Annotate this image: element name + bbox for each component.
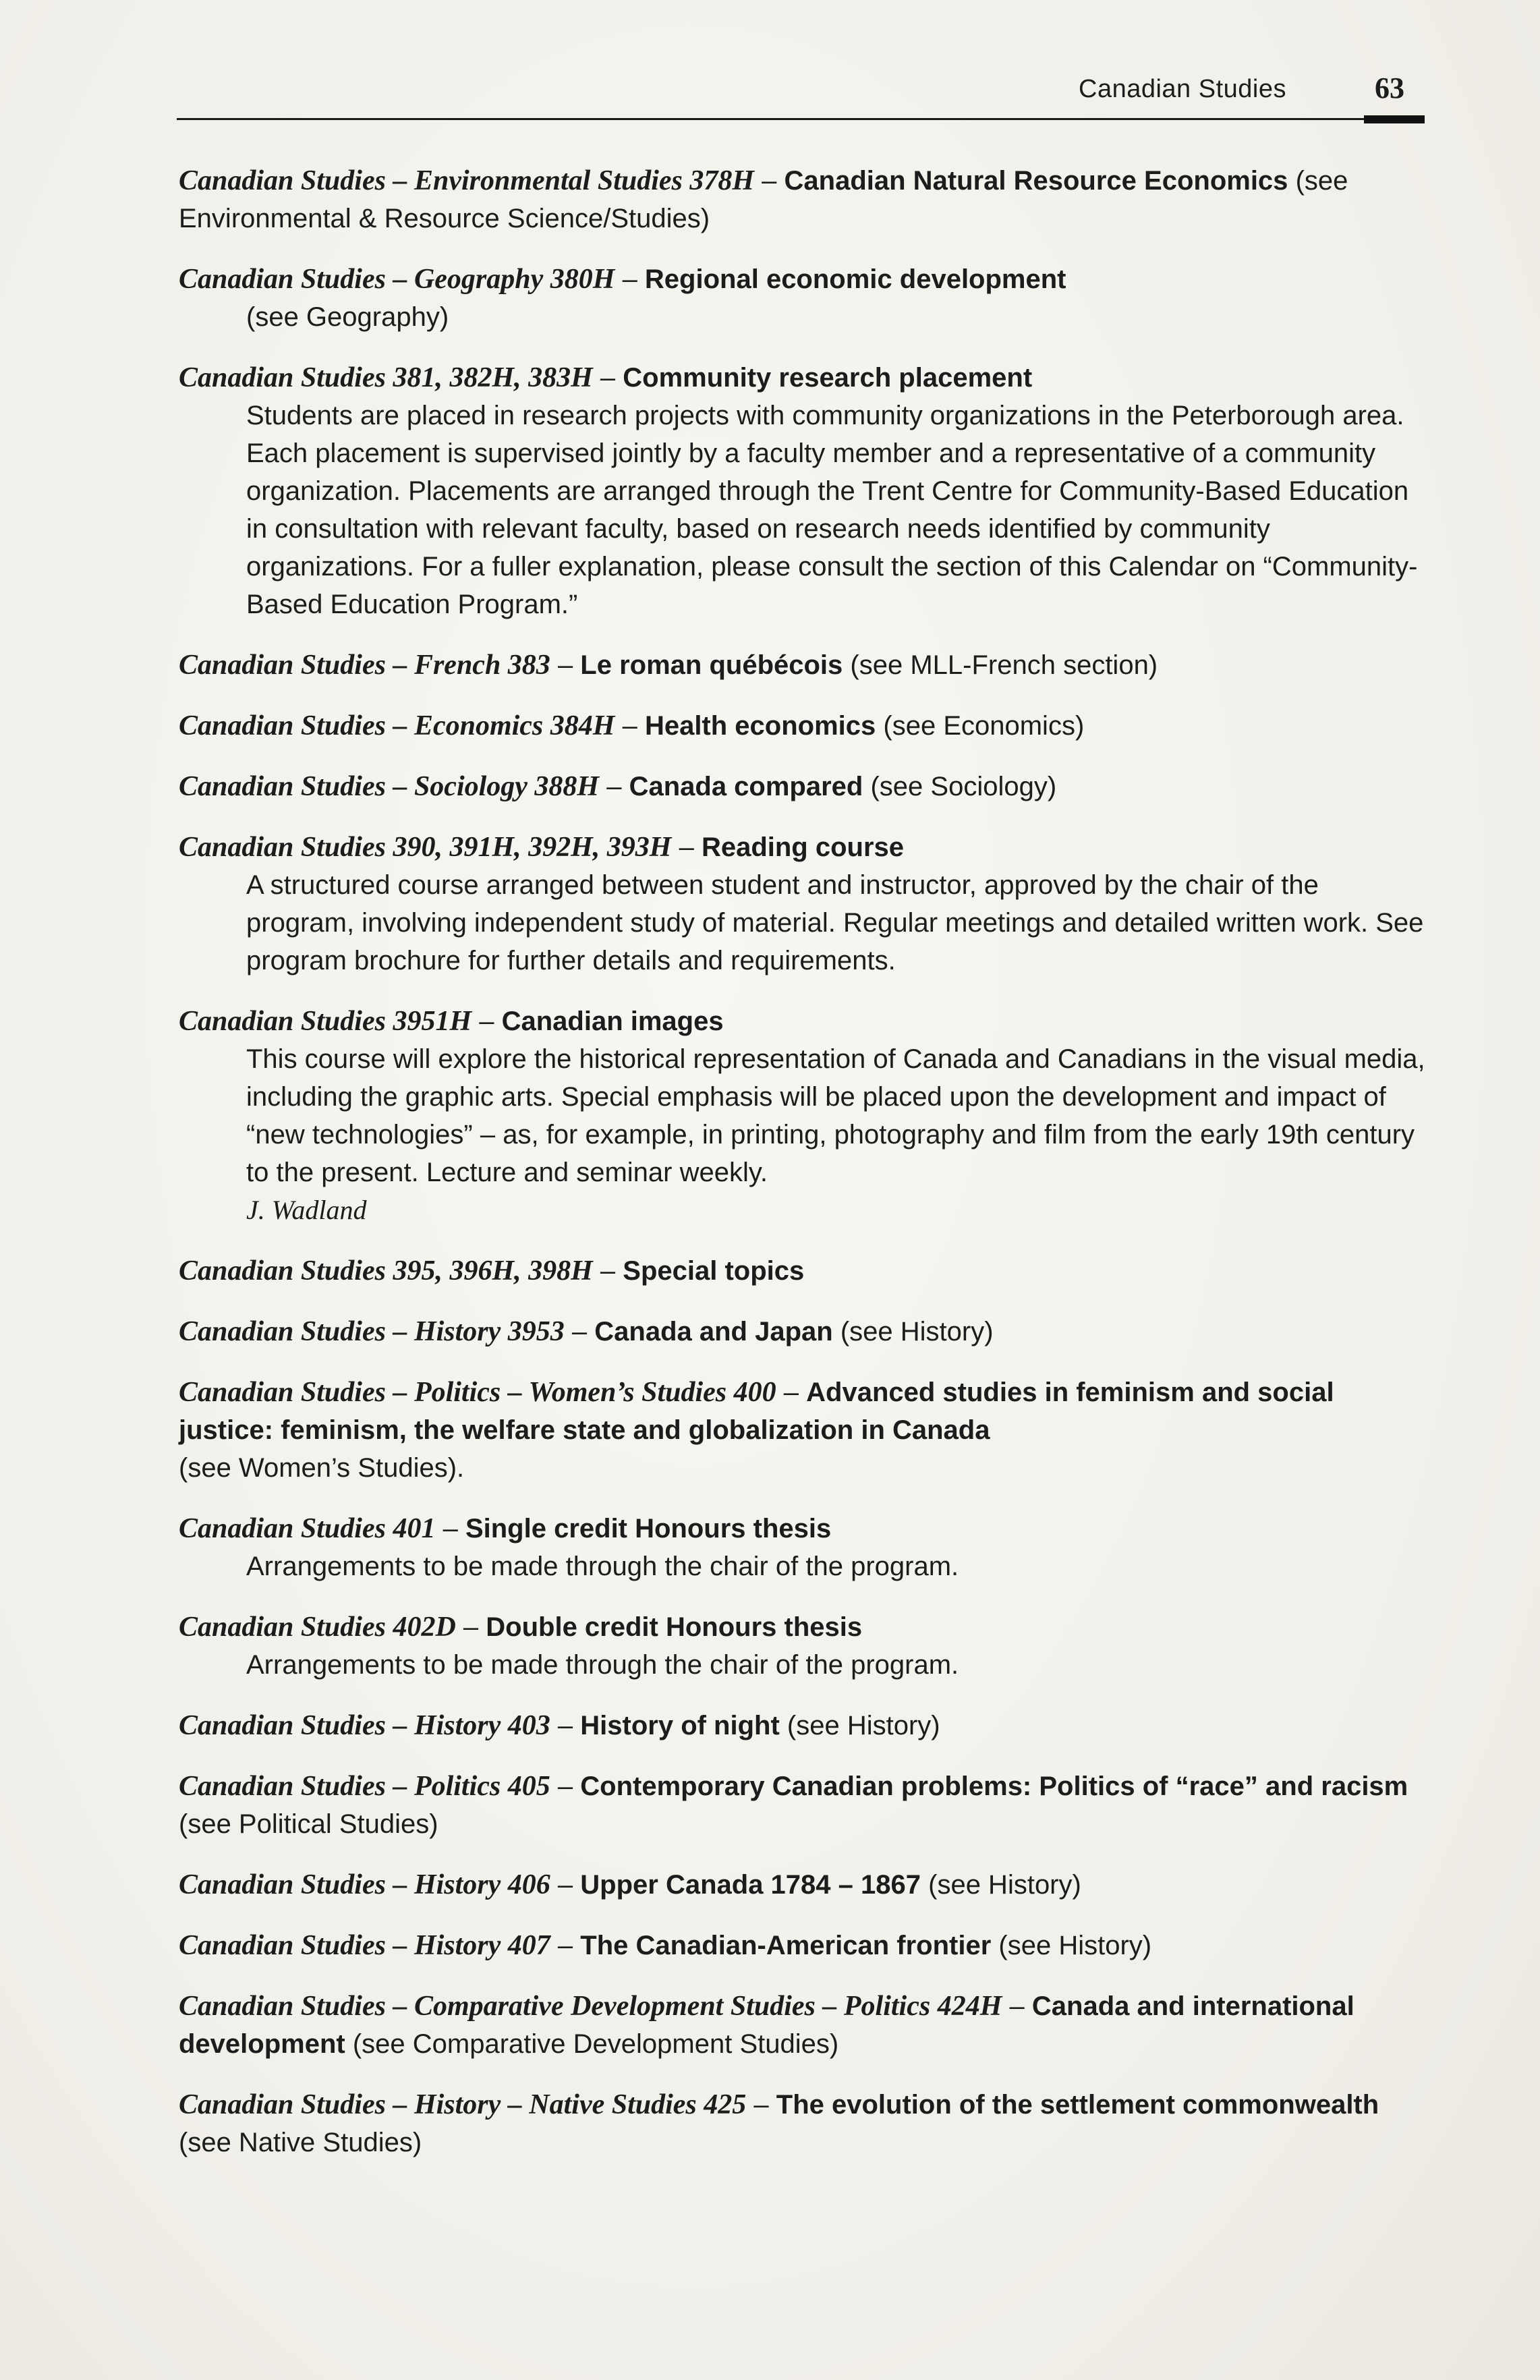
course-note: (see Political Studies) [179,1809,438,1839]
course-heading: Canadian Studies – History 407 – The Canadian-American frontier (see History) [179,1930,1152,1961]
course-designation: Canadian Studies – Politics – Women’s Studies 400 [179,1377,776,1408]
course-entry [179,828,1427,980]
course-heading: Canadian Studies 395, 396H, 398H – Special topics [179,1255,805,1286]
course-heading: Canadian Studies 402D – Double credit Honours thesis [179,1612,863,1643]
course-heading: Canadian Studies 381, 382H, 383H – Community research placement [179,362,1033,393]
course-note: (see Geography) [246,302,449,332]
course-description: A structured course arranged between student and instructor, approved by the chair of the program, involving independent study of material. Regular meetings and detailed written work. See program brochure for further details and requirements. [246,870,1424,975]
course-designation: Canadian Studies – History 3953 [179,1316,565,1347]
course-title: Double credit Honours thesis [486,1612,863,1642]
course-designation: Canadian Studies 390, 391H, 392H, 393H [179,832,672,863]
course-heading: Canadian Studies – Environmental Studies 378H – Canadian Natural Resource Economics (see Environmental & Resource Science/Studies) [179,165,1348,233]
course-title: Single credit Honours thesis [465,1514,832,1543]
course-title: Regional economic development [644,264,1066,294]
course-entry [179,1866,1427,1904]
course-heading: Canadian Studies 401 – Single credit Honours thesis [179,1513,832,1544]
course-title: Contemporary Canadian problems: Politics of “race” and racism [580,1772,1408,1801]
course-title: The evolution of the settlement commonwealth [776,2090,1379,2120]
course-designation: Canadian Studies – Economics 384H [179,710,615,741]
course-designation: Canadian Studies 3951H [179,1006,472,1037]
course-entry [179,162,1427,237]
course-note: (see History) [787,1711,940,1740]
course-note: (see History) [840,1317,994,1347]
course-title: Advanced studies in feminism and social justice: feminism, the welfare state and globalization in Canada [179,1378,1334,1445]
course-description: Arrangements to be made through the chair of the program. [246,1650,959,1680]
course-designation: Canadian Studies – Environmental Studies 378H [179,165,755,196]
course-heading: Canadian Studies – History 406 – Upper Canada 1784 – 1867 (see History) [179,1869,1081,1900]
course-entry [179,1767,1427,1843]
course-entry [179,1510,1427,1585]
course-designation: Canadian Studies – Politics 405 [179,1771,550,1802]
course-heading: Canadian Studies – Sociology 388H – Canada compared (see Sociology) [179,771,1057,802]
course-designation: Canadian Studies – History 407 [179,1930,550,1961]
course-heading: Canadian Studies – Comparative Development Studies – Politics 424H – Canada and international development (see Comparative Development Studies) [179,1991,1354,2059]
course-title: Canada and international development [179,1991,1354,2059]
course-designation: Canadian Studies – History 403 [179,1710,550,1741]
course-entry [179,1252,1427,1290]
course-designation: Canadian Studies – Geography 380H [179,264,615,295]
course-entry [179,646,1427,684]
course-designation: Canadian Studies 401 [179,1513,436,1544]
course-note: (see MLL-French section) [850,650,1158,680]
course-designation: Canadian Studies 402D [179,1612,456,1643]
course-note: (see Comparative Development Studies) [352,2029,839,2059]
course-title: Reading course [701,832,905,862]
running-head: Canadian Studies [1079,75,1286,103]
course-entry [179,1313,1427,1351]
course-description: Students are placed in research projects with community organizations in the Peterborough area. Each placement is supervised jointly by a faculty member and a representative of a community organization. Placements are arranged through the Trent Centre for Community-Based Education in consultation with relevant faculty, based on research needs identified by community organizations. For a fuller explanation, please consult the section of this Calendar on “Community-Based Education Program.” [246,401,1418,619]
course-note: (see Economics) [883,711,1085,741]
course-title: Upper Canada 1784 – 1867 [580,1870,921,1900]
course-entry [179,1373,1427,1487]
course-note: (see Native Studies) [179,2128,422,2157]
course-designation: Canadian Studies – French 383 [179,650,550,681]
course-note: (see Women’s Studies). [179,1453,465,1483]
course-designation: Canadian Studies – History 406 [179,1869,550,1900]
course-entry [179,1987,1427,2063]
course-note: (see Environmental & Resource Science/Studies) [179,166,1348,233]
course-description: This course will explore the historical representation of Canada and Canadians in the visual media, including the graphic arts. Special emphasis will be placed upon the development and impact of “new technologies” – as, for example, in printing, photography and film from the early 19th century to the present. Lecture and seminar weekly. [246,1044,1425,1187]
course-description: Arrangements to be made through the chair of the program. [246,1552,959,1581]
course-heading: Canadian Studies – Geography 380H – Regional economic development [179,264,1066,295]
course-designation: Canadian Studies – History – Native Studies 425 [179,2089,747,2120]
course-entry [179,260,1427,336]
course-title: Special topics [623,1256,805,1286]
course-heading: Canadian Studies – History 3953 – Canada and Japan (see History) [179,1316,994,1347]
course-title: Canada and Japan [594,1317,833,1347]
header-thumb-bar [1364,115,1425,123]
course-entry [179,359,1427,623]
course-heading: Canadian Studies – Economics 384H – Health economics (see Economics) [179,710,1085,741]
course-listing [179,162,1427,2184]
course-entry [179,768,1427,805]
course-entry [179,1927,1427,1964]
course-designation: Canadian Studies 395, 396H, 398H [179,1255,593,1286]
course-designation: Canadian Studies – Sociology 388H [179,771,600,802]
course-entry [179,2086,1427,2161]
course-note: (see History) [928,1870,1081,1900]
course-title: Canadian Natural Resource Economics [784,166,1288,196]
course-heading: Canadian Studies – History 403 – History of night (see History) [179,1710,940,1741]
header-rule [177,118,1425,120]
course-entry [179,1608,1427,1684]
course-heading: Canadian Studies 390, 391H, 392H, 393H – Reading course [179,832,905,863]
course-title: History of night [580,1711,780,1740]
course-title: The Canadian-American frontier [580,1931,992,1960]
course-title: Community research placement [623,363,1033,393]
course-heading: Canadian Studies – History – Native Studies 425 – The evolution of the settlement commonwealth (see Native Studies) [179,2089,1379,2157]
course-title: Health economics [644,711,876,741]
course-title: Canadian images [501,1007,724,1036]
course-designation: Canadian Studies – Comparative Development Studies – Politics 424H [179,1991,1002,2022]
course-title: Le roman québécois [580,650,843,680]
course-entry [179,1002,1427,1229]
course-heading: Canadian Studies 3951H – Canadian images [179,1006,724,1037]
course-entry [179,1707,1427,1745]
course-entry [179,707,1427,745]
page-header [177,71,1425,125]
page-number: 63 [1375,72,1404,105]
course-note: (see Sociology) [870,772,1057,801]
course-designation: Canadian Studies 381, 382H, 383H [179,362,593,393]
course-note: (see History) [998,1931,1152,1960]
course-heading: Canadian Studies – Politics – Women’s Studies 400 – Advanced studies in feminism and social justice: feminism, the welfare state and globalization in Canada [179,1377,1334,1445]
course-instructor: J. Wadland [246,1195,367,1225]
course-heading: Canadian Studies – French 383 – Le roman québécois (see MLL-French section) [179,650,1158,681]
course-heading: Canadian Studies – Politics 405 – Contemporary Canadian problems: Politics of “race” and racism (see Political Studies) [179,1771,1408,1839]
course-title: Canada compared [629,772,863,801]
